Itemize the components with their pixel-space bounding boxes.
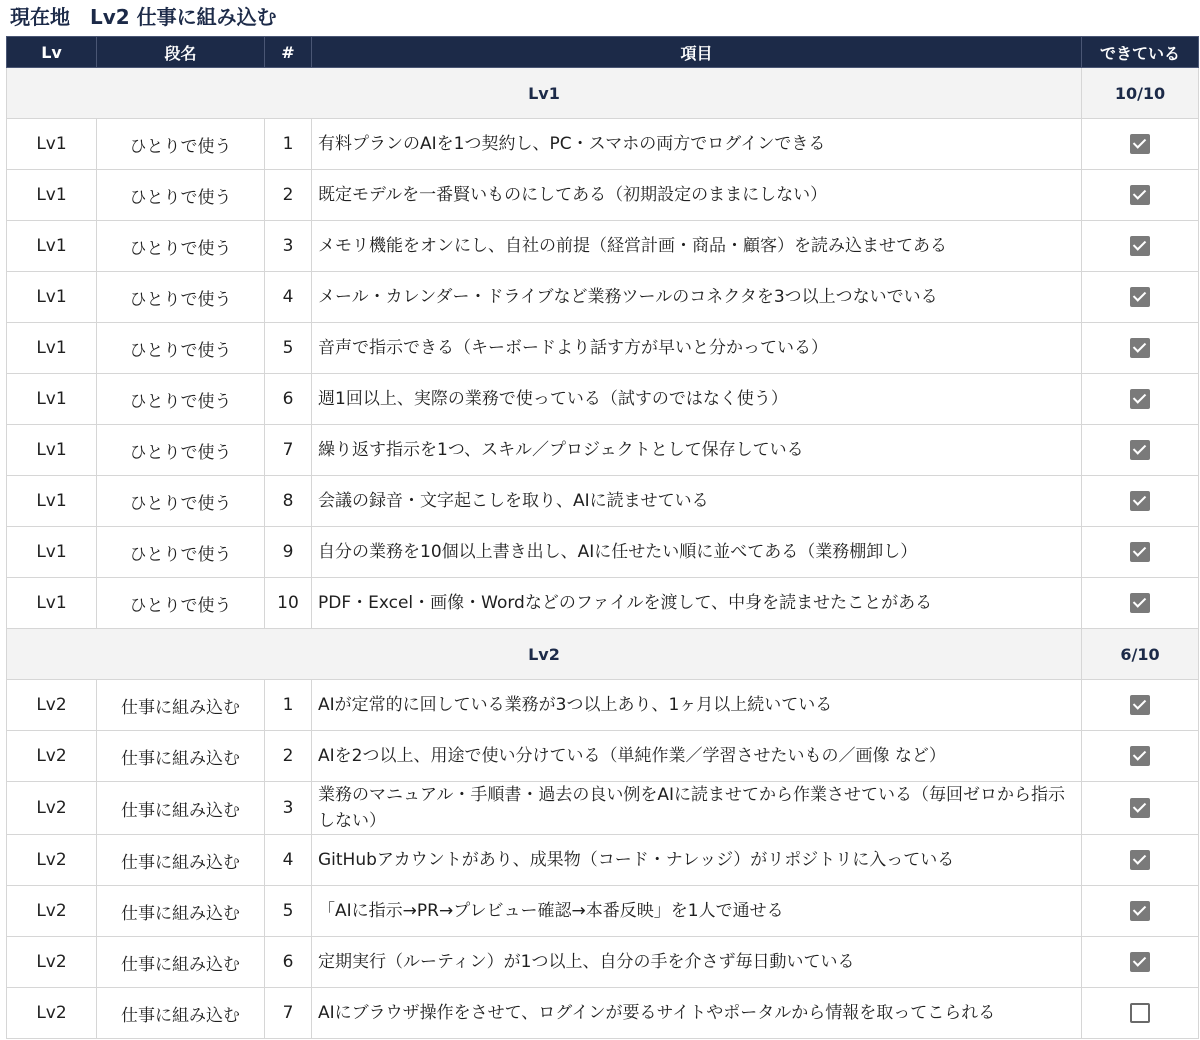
stage-cell: ひとりで使う: [97, 374, 265, 425]
done-cell: [1082, 988, 1199, 1039]
number-cell: 7: [265, 425, 312, 476]
lv-cell: Lv1: [7, 374, 97, 425]
number-cell: 10: [265, 578, 312, 629]
checked-checkbox[interactable]: [1130, 134, 1150, 154]
done-cell: [1082, 323, 1199, 374]
table-row: [7, 119, 1199, 170]
checked-checkbox[interactable]: [1130, 542, 1150, 562]
checked-checkbox[interactable]: [1130, 236, 1150, 256]
stage-cell: 仕事に組み込む: [97, 731, 265, 782]
column-header-stage: 段名: [97, 37, 265, 68]
item-cell: AIにブラウザ操作をさせて、ログインが要るサイトやポータルから情報を取ってこられる: [312, 988, 1082, 1039]
group-row: [7, 68, 1199, 119]
table-row: [7, 323, 1199, 374]
lv-cell: Lv1: [7, 272, 97, 323]
number-cell: 4: [265, 272, 312, 323]
item-cell: メール・カレンダー・ドライブなど業務ツールのコネクタを3つ以上つないでいる: [312, 272, 1082, 323]
group-label: Lv1: [7, 68, 1082, 119]
number-cell: 6: [265, 374, 312, 425]
done-cell: [1082, 782, 1199, 835]
checked-checkbox[interactable]: [1130, 338, 1150, 358]
table-row: [7, 680, 1199, 731]
number-cell: 9: [265, 527, 312, 578]
number-cell: 3: [265, 782, 312, 835]
done-cell: [1082, 476, 1199, 527]
lv-cell: Lv2: [7, 988, 97, 1039]
number-cell: 6: [265, 937, 312, 988]
stage-cell: ひとりで使う: [97, 119, 265, 170]
stage-cell: ひとりで使う: [97, 221, 265, 272]
done-cell: [1082, 937, 1199, 988]
lv-cell: Lv2: [7, 731, 97, 782]
checked-checkbox[interactable]: [1130, 491, 1150, 511]
checked-checkbox[interactable]: [1130, 952, 1150, 972]
table-row: [7, 425, 1199, 476]
done-cell: [1082, 170, 1199, 221]
table-row: [7, 374, 1199, 425]
number-cell: 5: [265, 886, 312, 937]
stage-cell: ひとりで使う: [97, 272, 265, 323]
item-cell: 「AIに指示→PR→プレビュー確認→本番反映」を1人で通せる: [312, 886, 1082, 937]
stage-cell: ひとりで使う: [97, 323, 265, 374]
lv-cell: Lv2: [7, 886, 97, 937]
number-cell: 1: [265, 119, 312, 170]
item-cell: 定期実行（ルーティン）が1つ以上、自分の手を介さず毎日動いている: [312, 937, 1082, 988]
done-cell: [1082, 578, 1199, 629]
lv-cell: Lv1: [7, 425, 97, 476]
item-cell: 既定モデルを一番賢いものにしてある（初期設定のままにしない）: [312, 170, 1082, 221]
table-row: [7, 988, 1199, 1039]
table-row: [7, 476, 1199, 527]
column-header-number: #: [265, 37, 312, 68]
group-row: [7, 629, 1199, 680]
unchecked-checkbox[interactable]: [1130, 1003, 1150, 1023]
lv-cell: Lv1: [7, 221, 97, 272]
stage-cell: ひとりで使う: [97, 170, 265, 221]
table-row: [7, 578, 1199, 629]
done-cell: [1082, 680, 1199, 731]
lv-cell: Lv1: [7, 476, 97, 527]
number-cell: 2: [265, 731, 312, 782]
lv-cell: Lv1: [7, 527, 97, 578]
number-cell: 4: [265, 835, 312, 886]
item-cell: 有料プランのAIを1つ契約し、PC・スマホの両方でログインできる: [312, 119, 1082, 170]
stage-cell: 仕事に組み込む: [97, 835, 265, 886]
lv-cell: Lv2: [7, 937, 97, 988]
group-score: 6/10: [1082, 629, 1199, 680]
item-cell: AIを2つ以上、用途で使い分けている（単純作業／学習させたいもの／画像 など）: [312, 731, 1082, 782]
item-cell: AIが定常的に回している業務が3つ以上あり、1ヶ月以上続いている: [312, 680, 1082, 731]
page-title: 現在地 Lv2 仕事に組み込む: [10, 5, 277, 29]
stage-cell: ひとりで使う: [97, 476, 265, 527]
group-score: 10/10: [1082, 68, 1199, 119]
item-cell: PDF・Excel・画像・Wordなどのファイルを渡して、中身を読ませたことがある: [312, 578, 1082, 629]
lv-cell: Lv1: [7, 170, 97, 221]
table-row: [7, 221, 1199, 272]
done-cell: [1082, 425, 1199, 476]
checked-checkbox[interactable]: [1130, 440, 1150, 460]
table-row: [7, 782, 1199, 835]
checked-checkbox[interactable]: [1130, 287, 1150, 307]
checklist-table: [6, 36, 1199, 1039]
number-cell: 2: [265, 170, 312, 221]
number-cell: 5: [265, 323, 312, 374]
number-cell: 3: [265, 221, 312, 272]
table-row: [7, 170, 1199, 221]
stage-cell: ひとりで使う: [97, 578, 265, 629]
table-row: [7, 272, 1199, 323]
number-cell: 8: [265, 476, 312, 527]
table-body: [7, 68, 1199, 1039]
table-row: [7, 937, 1199, 988]
lv-cell: Lv2: [7, 835, 97, 886]
checked-checkbox[interactable]: [1130, 593, 1150, 613]
table-row: [7, 731, 1199, 782]
stage-cell: 仕事に組み込む: [97, 782, 265, 835]
done-cell: [1082, 835, 1199, 886]
stage-cell: 仕事に組み込む: [97, 988, 265, 1039]
number-cell: 7: [265, 988, 312, 1039]
lv-cell: Lv2: [7, 782, 97, 835]
header-row: [7, 37, 1199, 68]
number-cell: 1: [265, 680, 312, 731]
checked-checkbox[interactable]: [1130, 798, 1150, 818]
item-cell: 音声で指示できる（キーボードより話す方が早いと分かっている）: [312, 323, 1082, 374]
checked-checkbox[interactable]: [1130, 850, 1150, 870]
item-cell: メモリ機能をオンにし、自社の前提（経営計画・商品・顧客）を読み込ませてある: [312, 221, 1082, 272]
item-cell: 業務のマニュアル・手順書・過去の良い例をAIに読ませてから作業させている（毎回ゼロから指示しない）: [312, 782, 1082, 835]
stage-cell: ひとりで使う: [97, 527, 265, 578]
item-cell: 週1回以上、実際の業務で使っている（試すのではなく使う）: [312, 374, 1082, 425]
item-cell: 会議の録音・文字起こしを取り、AIに読ませている: [312, 476, 1082, 527]
lv-cell: Lv1: [7, 119, 97, 170]
checked-checkbox[interactable]: [1130, 185, 1150, 205]
column-header-done: できている: [1082, 37, 1199, 68]
stage-cell: ひとりで使う: [97, 425, 265, 476]
checked-checkbox[interactable]: [1130, 901, 1150, 921]
column-header-item: 項目: [312, 37, 1082, 68]
done-cell: [1082, 119, 1199, 170]
done-cell: [1082, 272, 1199, 323]
checked-checkbox[interactable]: [1130, 746, 1150, 766]
column-header-lv: Lv: [7, 37, 97, 68]
lv-cell: Lv1: [7, 578, 97, 629]
checked-checkbox[interactable]: [1130, 695, 1150, 715]
done-cell: [1082, 221, 1199, 272]
group-label: Lv2: [7, 629, 1082, 680]
item-cell: 自分の業務を10個以上書き出し、AIに任せたい順に並べてある（業務棚卸し）: [312, 527, 1082, 578]
item-cell: GitHubアカウントがあり、成果物（コード・ナレッジ）がリポジトリに入っている: [312, 835, 1082, 886]
table-row: [7, 835, 1199, 886]
done-cell: [1082, 731, 1199, 782]
stage-cell: 仕事に組み込む: [97, 937, 265, 988]
stage-cell: 仕事に組み込む: [97, 680, 265, 731]
done-cell: [1082, 374, 1199, 425]
table-row: [7, 886, 1199, 937]
done-cell: [1082, 527, 1199, 578]
item-cell: 繰り返す指示を1つ、スキル／プロジェクトとして保存している: [312, 425, 1082, 476]
done-cell: [1082, 886, 1199, 937]
stage-cell: 仕事に組み込む: [97, 886, 265, 937]
lv-cell: Lv2: [7, 680, 97, 731]
table-row: [7, 527, 1199, 578]
checked-checkbox[interactable]: [1130, 389, 1150, 409]
lv-cell: Lv1: [7, 323, 97, 374]
